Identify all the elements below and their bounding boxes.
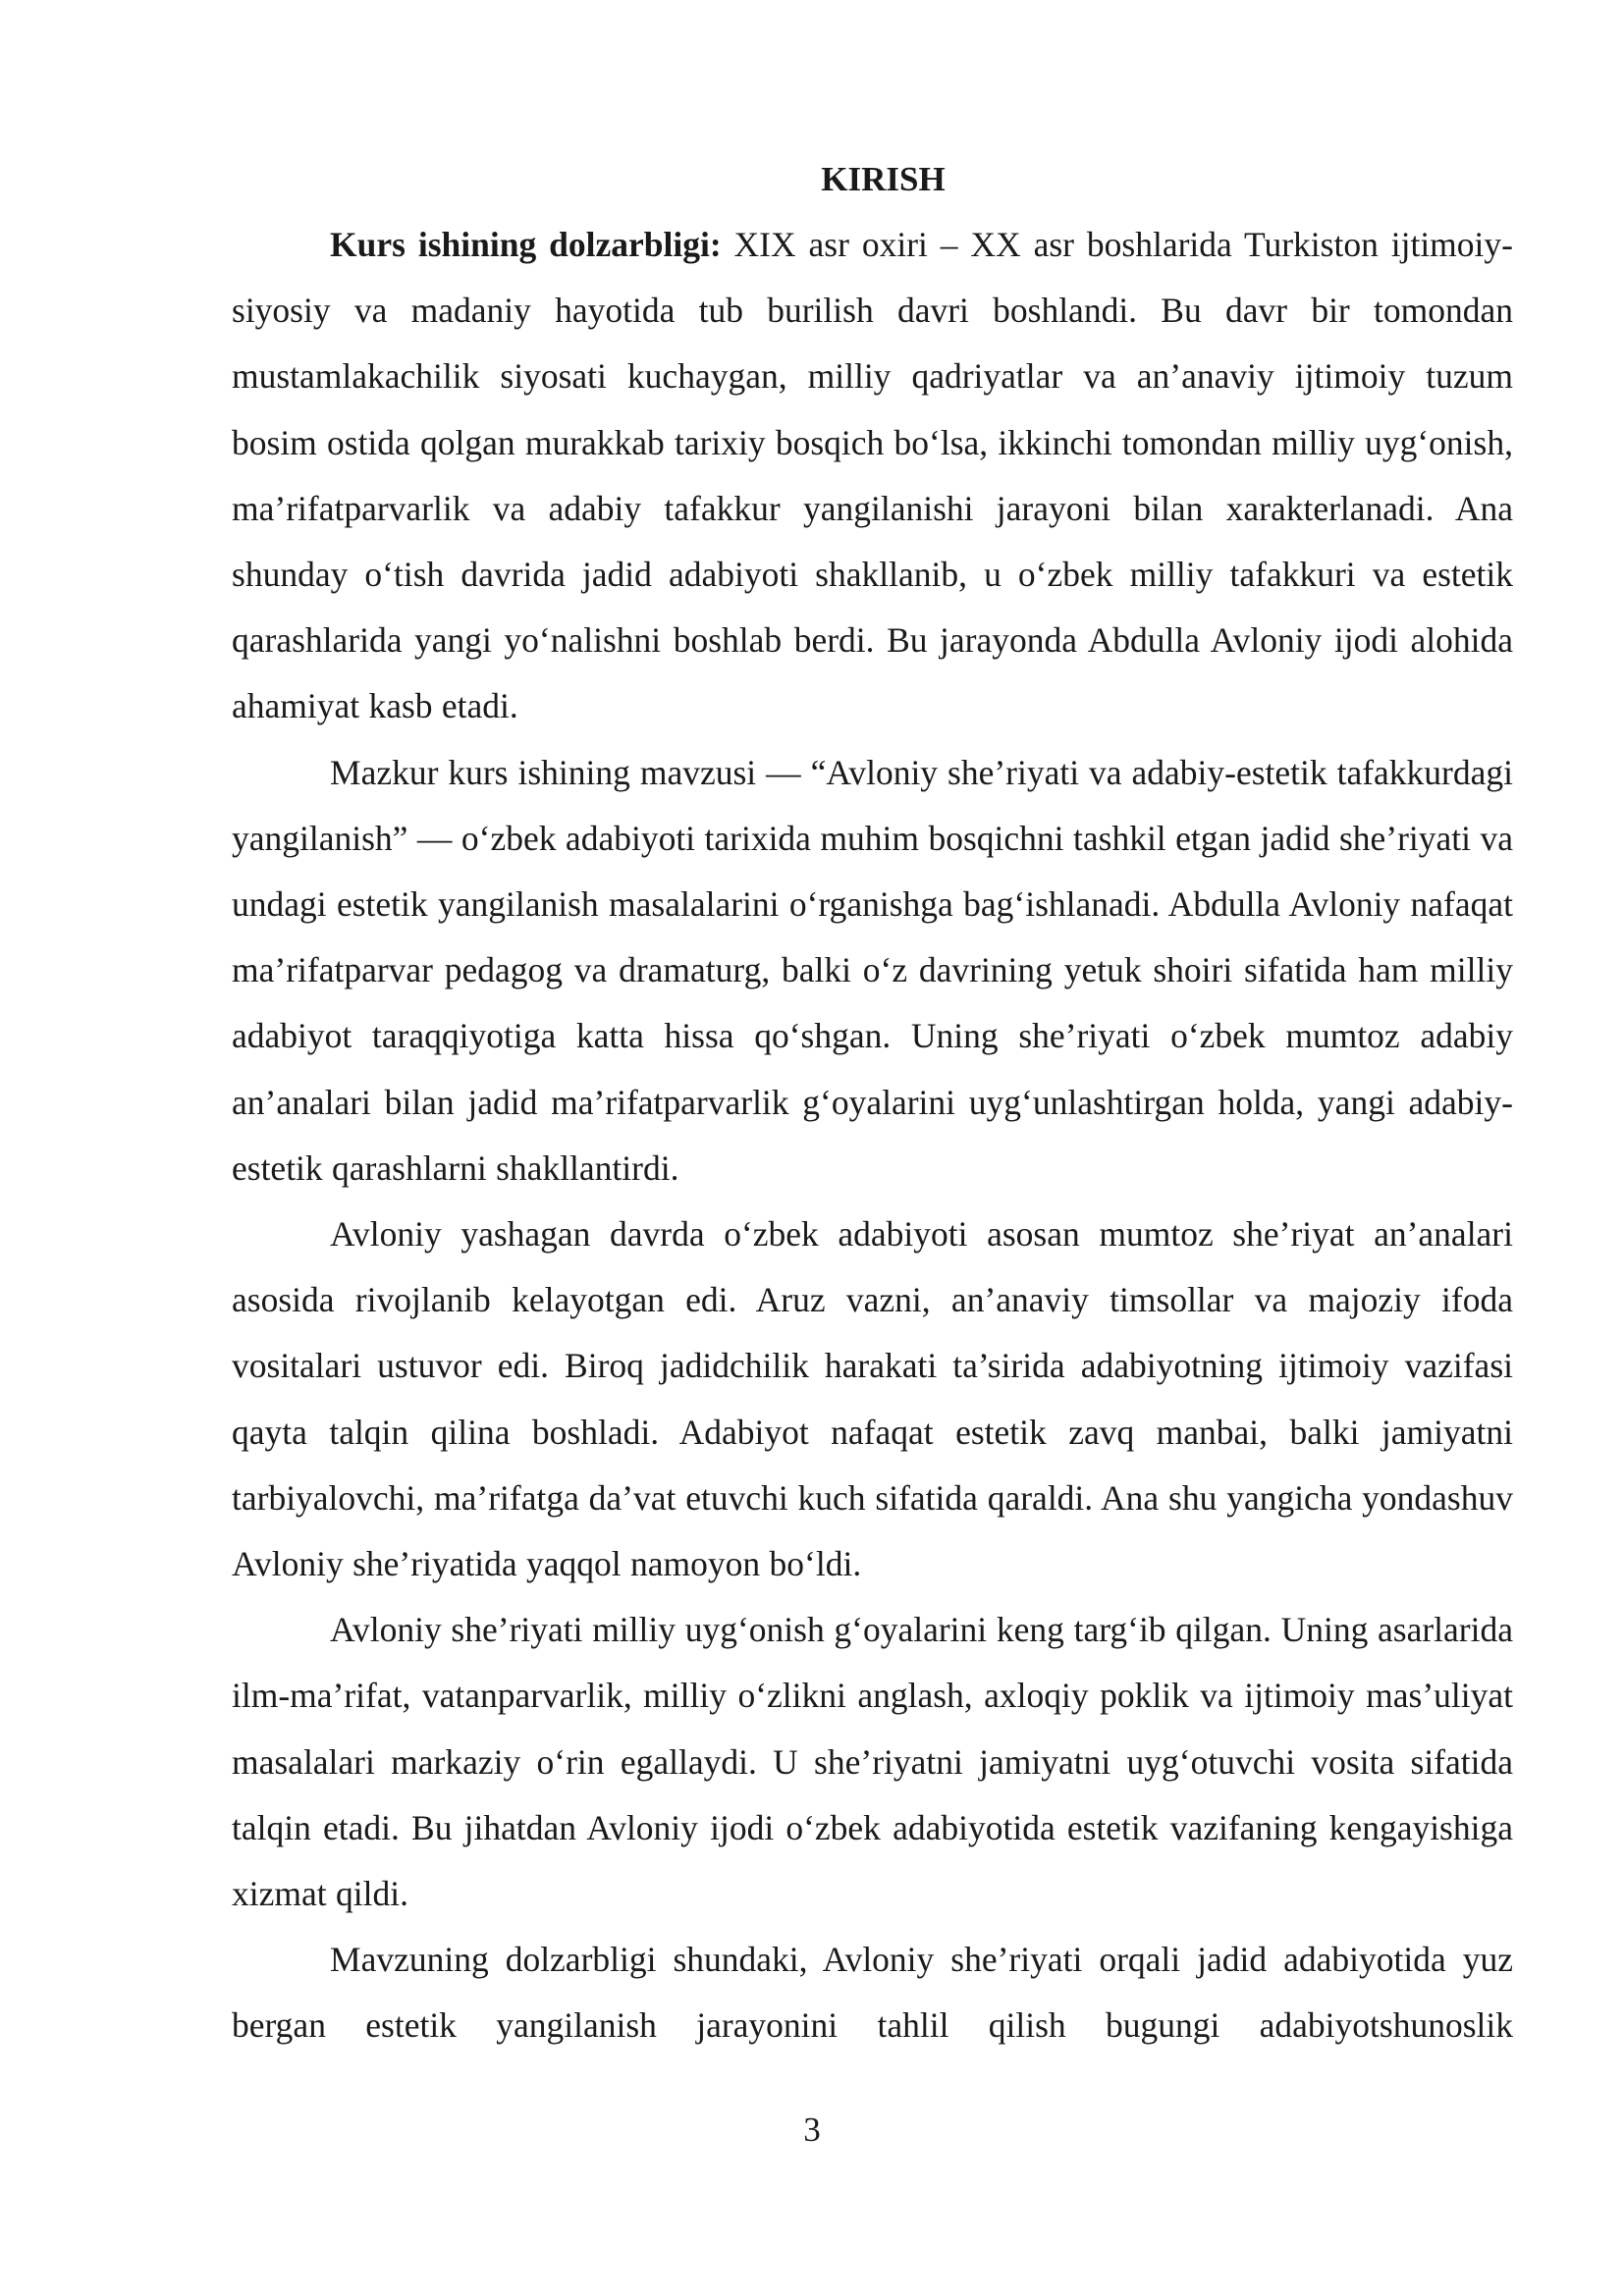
paragraph-relevance: [232, 212, 1513, 740]
page-number: 3: [803, 2110, 821, 2149]
section-heading: KIRISH: [821, 160, 946, 198]
paragraph-ideas: Avloniy she’riyati milliy uyg‘onish g‘oyalarini keng targ‘ib qilgan. Uning asarlarida ilm-ma’rifat, vatanparvarlik, milliy o‘zlikni anglash, axloqiy poklik va ijtimoiy mas’uliyat masalalari markaziy o‘rin egallaydi. U she’riyatni jamiyatni uyg‘otuvchi vosita sifatida talqin etadi. Bu jihatdan Avloniy ijodi o‘zbek adabiyotida estetik vazifaning kengayishiga xizmat qildi.: [232, 1610, 1513, 1914]
paragraph-significance: Mavzuning dolzarbligi shundaki, Avloniy she’riyati orqali jadid adabiyotida yuz bergan estetik yangilanish jarayonini tahlil qilish bugungi adabiyotshunoslik: [232, 1940, 1513, 2046]
paragraph-era: Avloniy yashagan davrda o‘zbek adabiyoti asosan mumtoz she’riyat an’analari asosida rivojlanib kelayotgan edi. Aruz vazni, an’anaviy timsollar va majoziy ifoda vositalari ustuvor edi. Biroq jadidchilik harakati ta’sirida adabiyotning ijtimoiy vazifasi qayta talqin qilina boshladi. Adabiyot nafaqat estetik zavq manbai, balki jamiyatni tarbiyalovchi, ma’rifatga da’vat etuvchi kuch sifatida qaraldi. Ana shu yangicha yondashuv Avloniy she’riyatida yaqqol namoyon bo‘ldi.: [232, 1214, 1513, 1584]
paragraph-topic: Mazkur kurs ishining mavzusi — “Avloniy she’riyati va adabiy-estetik tafakkurdagi yangilanish” — o‘zbek adabiyoti tarixida muhim bosqichni tashkil etgan jadid she’riyati va undagi estetik yangilanish masalalarini o‘rganishga bag‘ishlanadi. Abdulla Avloniy nafaqat ma’rifatparvar pedagog va dramaturg, balki o‘z davrining yetuk shoiri sifatida ham milliy adabiyot taraqqiyotiga katta hissa qo‘shgan. Uning she’riyati o‘zbek mumtoz adabiy an’analari bilan jadid ma’rifatparvarlik g‘oyalarini uyg‘unlashtirgan holda, yangi adabiy-estetik qarashlarni shakllantirdi.: [232, 752, 1513, 1188]
paragraph-text: XIX asr oxiri – XX asr boshlarida Turkiston ijtimoiy-siyosiy va madaniy hayotida tub burilish davri boshlandi. Bu davr bir tomondan mustamlakachilik siyosati kuchaygan, milliy qadriyatlar va an’anaviy ijtimoiy tuzum bosim ostida qolgan murakkab tarixiy bosqich bo‘lsa, ikkinchi tomondan milliy uyg‘onish, ma’rifatparvarlik va adabiy tafakkur yangilanishi jarayoni bilan xarakterlanadi. Ana shunday o‘tish davrida jadid adabiyoti shakllanib, u o‘zbek milliy tafakkuri va estetik qarashlarida yangi yo‘nalishni boshlab berdi. Bu jarayonda Abdulla Avloniy ijodi alohida ahamiyat kasb etadi.: [232, 225, 1513, 726]
paragraph-lead: Kurs ishining dolzarbligi:: [330, 225, 722, 264]
document-page: [232, 147, 1513, 2059]
